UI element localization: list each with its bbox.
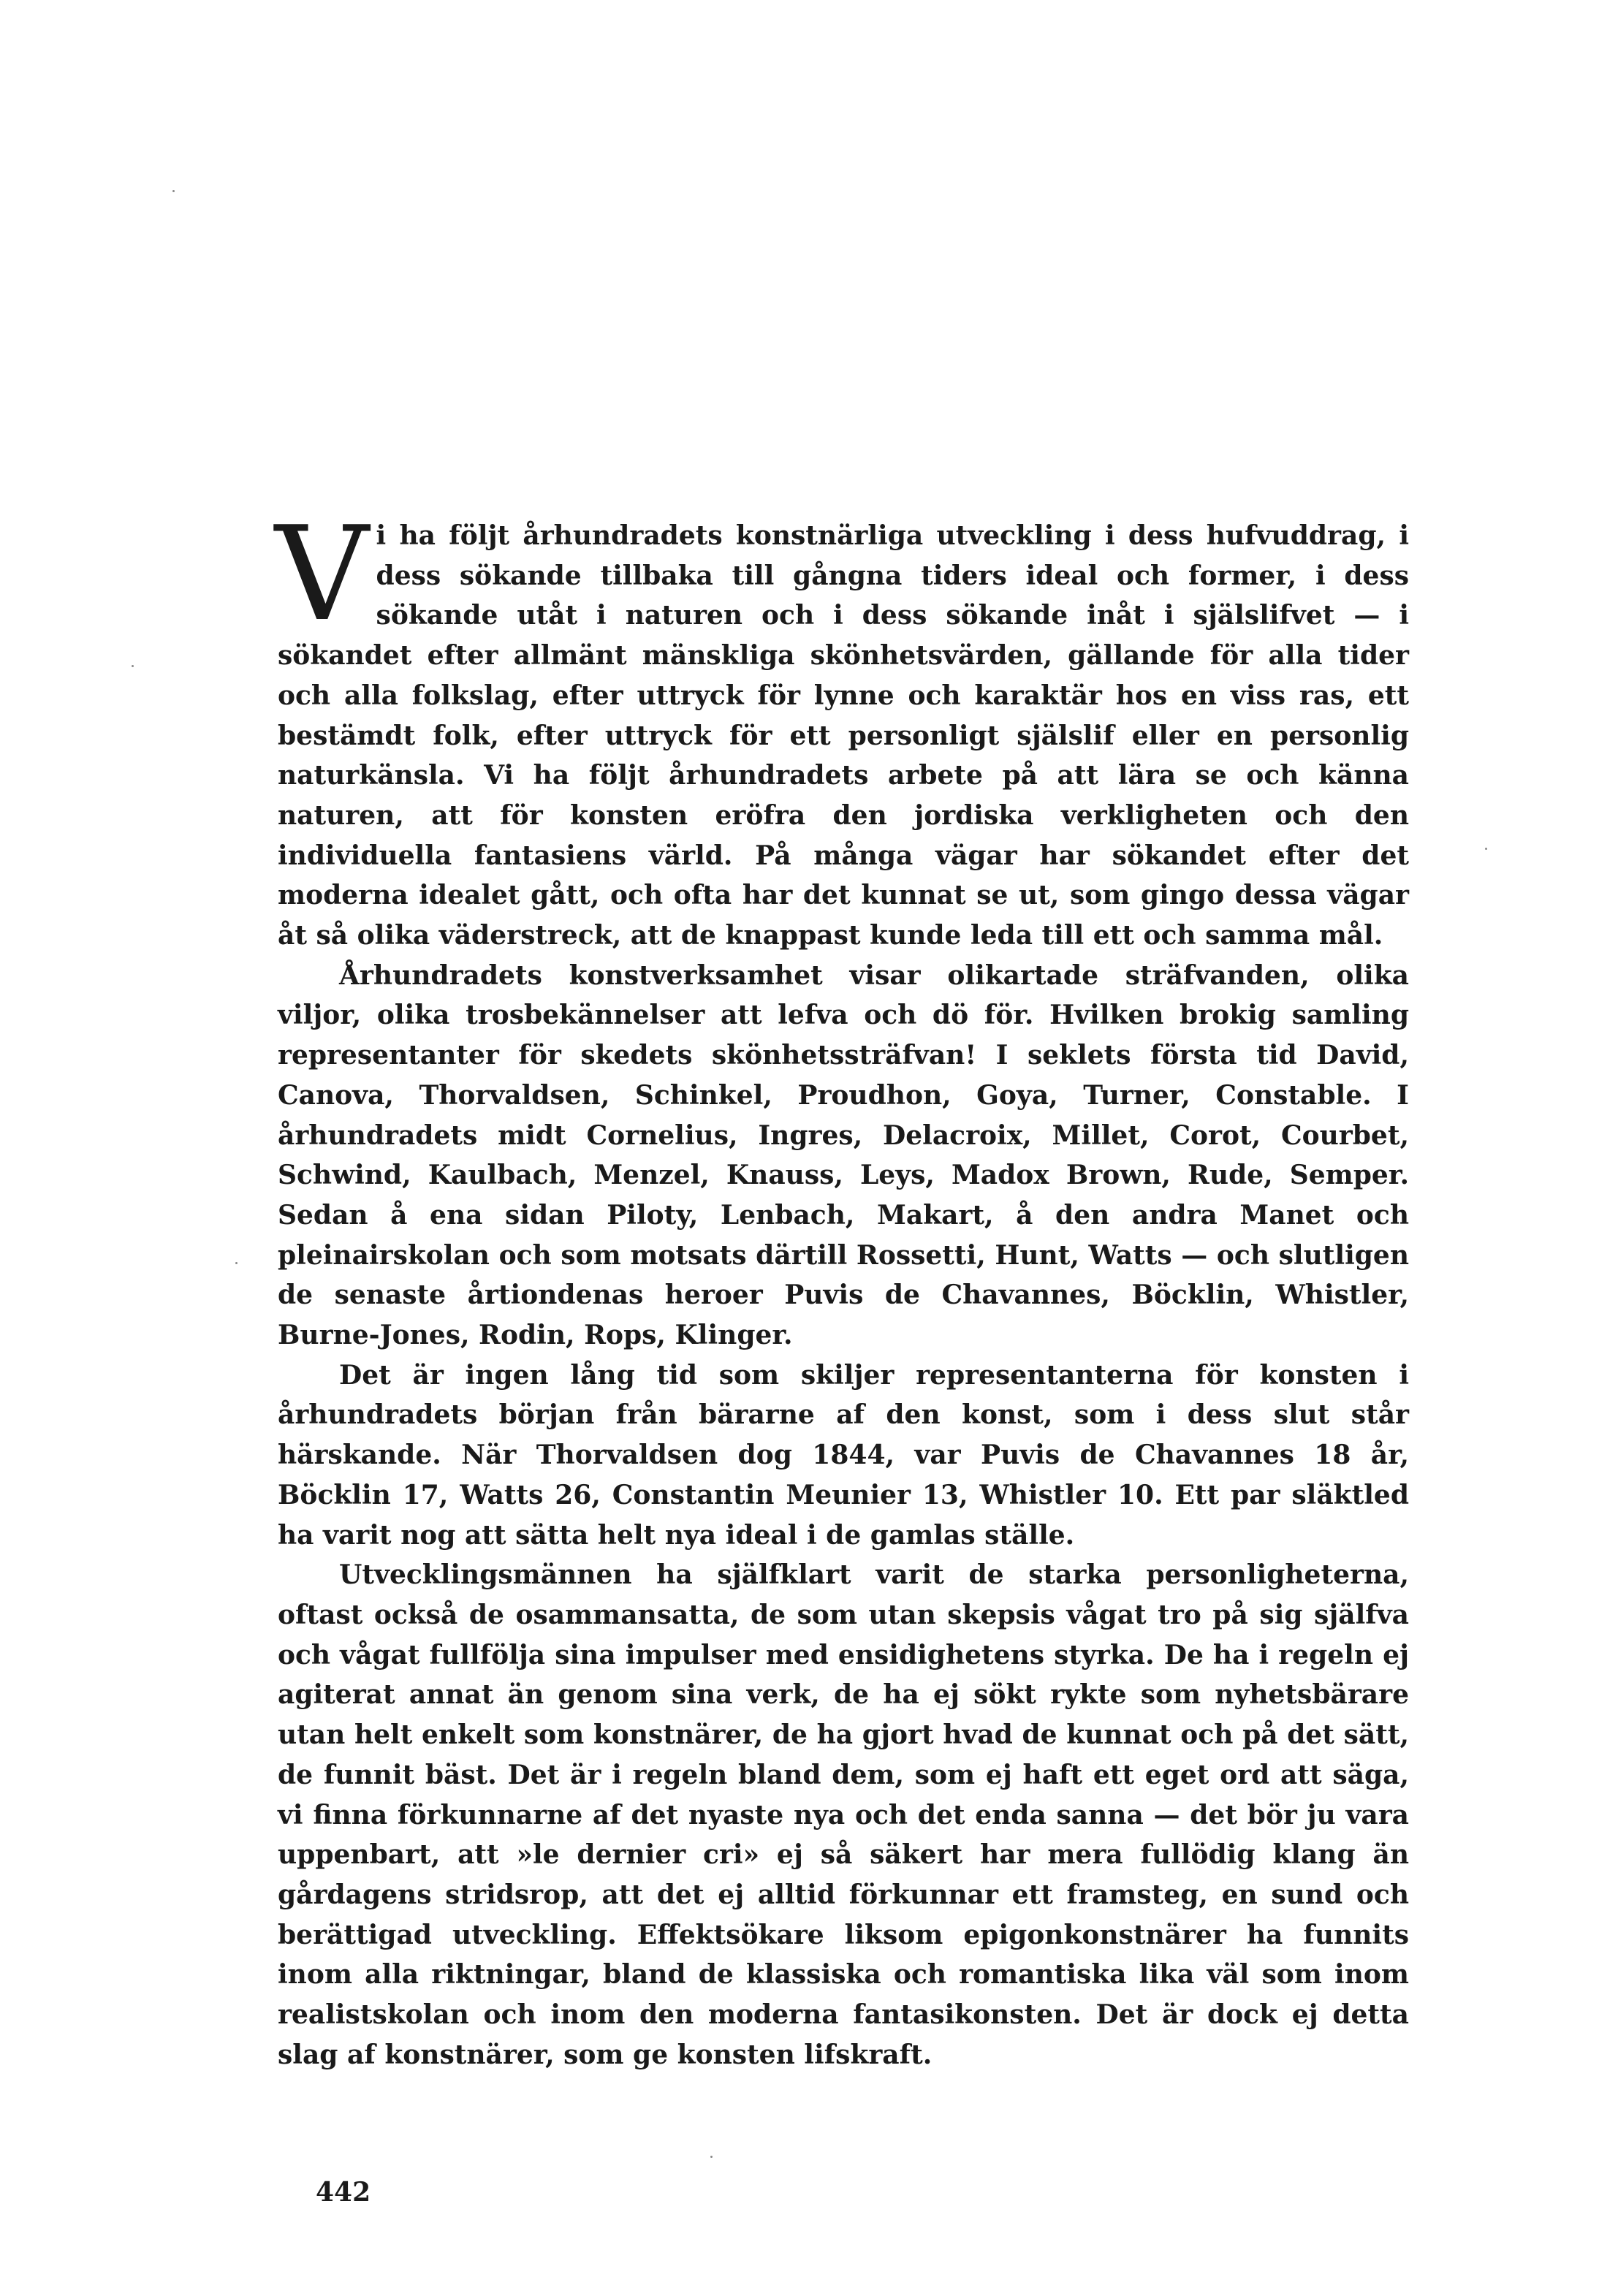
speck xyxy=(172,190,175,192)
speck xyxy=(235,1262,238,1264)
page-number: 442 xyxy=(316,2177,371,2208)
speck xyxy=(710,2156,713,2158)
paragraph-4: Utvecklingsmännen ha själfklart varit de starka personligheterna, oftast också de osammansatta, de som utan skepsis vågat tro på sig själfva och vågat fullfölja sina impulser med ensidighetens styrka. De ha i regeln ej agiterat annat än genom sina verk, de ha ej sökt rykte som nyhetsbärare utan helt enkelt som konstnärer, de ha gjort hvad de kunnat och på det sätt, de funnit bäst. Det är i regeln bland dem, som ej haft ett eget ord att säga, vi finna förkunnarne af det nyaste nya och det enda sanna — det bör ju vara uppenbart, att »le dernier cri» ej så säkert har mera fullödig klang än gårdagens stridsrop, att det ej alltid förkunnar ett framsteg, en sund och berättigad utveckling. Effektsökare liksom epigonkonstnärer ha funnits inom alla riktningar, bland de klassiska och romantiska lika väl som inom realistskolan och inom den moderna fantasikonsten. Det är dock ej detta slag af konstnärer, som ge konsten lifskraft. xyxy=(278,1559,1409,2070)
paragraph-1-text: i ha följt århundradets konstnärliga utveckling i dess hufvuddrag, i dess sökande tillbaka till gångna tiders ideal och former, i dess sökande utåt i naturen och i dess sökande inåt i själslifvet — i sökandet efter allmänt mänskliga skönhetsvärden, gällande för alla tider och alla folkslag, efter uttryck för lynne och karaktär hos en viss ras, ett bestämdt folk, efter uttryck för ett personligt själslif eller en personlig naturkänsla. Vi ha följt århundradets arbete på att lära se och känna naturen, att för konsten eröfra den jordiska verkligheten och den individuella fantasiens värld. På många vägar har sökandet efter det moderna idealet gått, och ofta har det kunnat se ut, som gingo dessa vägar åt så olika väderstreck, att de knappast kunde leda till ett och samma mål. xyxy=(278,520,1409,951)
drop-cap: V xyxy=(275,498,369,650)
paragraph-1 xyxy=(275,498,1409,956)
paragraph-2: Århundradets konstverksamhet visar olikartade sträfvanden, olika viljor, olika trosbekännelser att lefva och dö för. Hvilken brokig samling representanter för skedets skönhetssträfvan! I seklets första tid David, Canova, Thorvaldsen, Schinkel, Proudhon, Goya, Turner, Constable. I århundradets midt Cornelius, Ingres, Delacroix, Millet, Corot, Courbet, Schwind, Kaulbach, Menzel, Knauss, Leys, Madox Brown, Rude, Semper. Sedan å ena sidan Piloty, Lenbach, Makart, å den andra Manet och pleinairskolan och som motsats därtill Rossetti, Hunt, Watts — och slutligen de senaste årtiondenas heroer Puvis de Chavannes, Böcklin, Whistler, Burne-Jones, Rodin, Rops, Klinger. xyxy=(278,959,1409,1351)
speck xyxy=(1485,848,1487,850)
paragraph-3: Det är ingen lång tid som skiljer representanterna för konsten i århundradets början från bärarne af den konst, som i dess slut står härskande. När Thorvaldsen dog 1844, var Puvis de Chavannes 18 år, Böcklin 17, Watts 26, Constantin Meunier 13, Whistler 10. Ett par släktled ha varit nog att sätta helt nya ideal i de gamlas ställe. xyxy=(278,1359,1409,1551)
speck xyxy=(132,665,134,667)
body-text xyxy=(275,498,1409,2075)
